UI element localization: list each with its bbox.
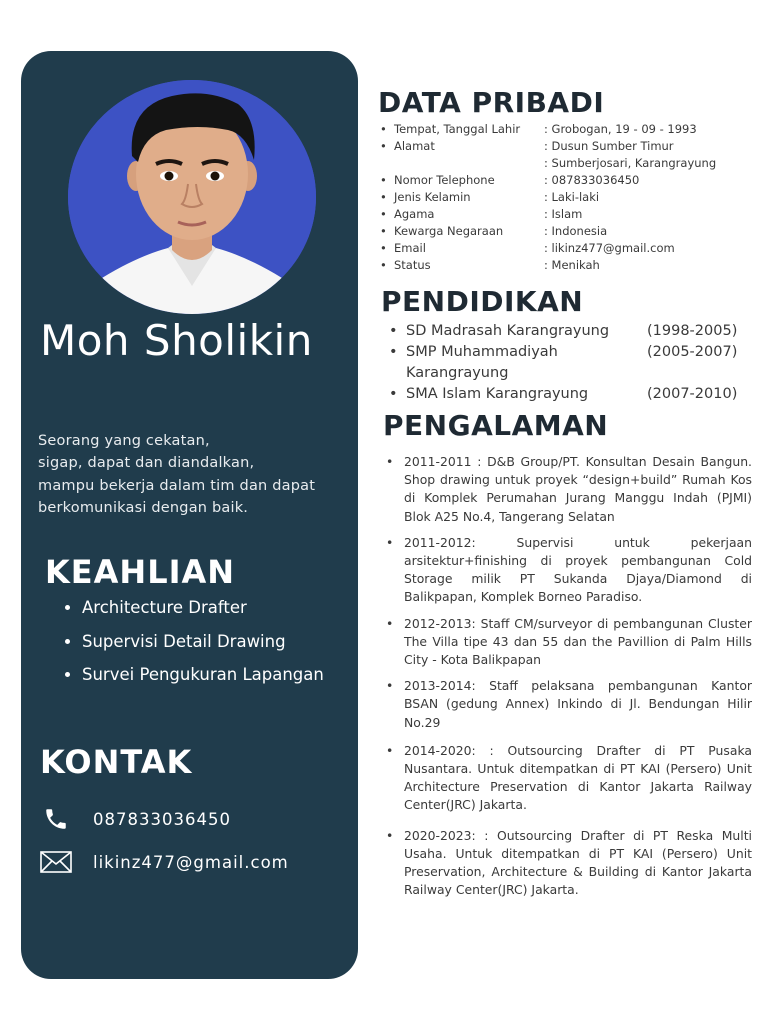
experience-heading: PENGALAMAN — [383, 409, 609, 442]
personal-row: : Sumberjosari, Karangrayung — [544, 156, 717, 170]
education-item: • SD Madrasah Karangrayung (1998-2005) — [389, 323, 738, 339]
education-heading: PENDIDIKAN — [381, 285, 584, 318]
contact-phone — [38, 805, 231, 833]
summary-line: berkomunikasi dengan baik. — [38, 500, 249, 517]
experience-item: • 2014-2020: : Outsourcing Drafter di PT Pusaka Nusantara. Untuk ditempatkan di PT KAI (Persero) Unit Architecture Preservation di Kantor Jakarta Railway Center(JRC) Jakarta. — [386, 742, 752, 813]
personal-row: • Nomor Telephone : 087833036450 — [380, 173, 640, 187]
personal-data-heading: DATA PRIBADI — [378, 86, 605, 119]
experience-list — [386, 453, 752, 899]
skill-item: • Survei Pengukuran Lapangan — [82, 663, 378, 697]
email-address[interactable]: likinz477@gmail.com — [93, 852, 289, 872]
contact-email — [38, 848, 289, 876]
personal-row: • Alamat : Dusun Sumber Timur — [380, 139, 674, 153]
phone-number[interactable]: 087833036450 — [93, 809, 231, 829]
skill-item: • Supervisi Detail Drawing — [82, 630, 378, 664]
personal-row: • Agama : Islam — [380, 207, 583, 221]
phone-icon — [38, 805, 74, 833]
skills-list — [62, 596, 378, 697]
summary-line: mampu bekerja dalam tim dan dapat — [38, 477, 316, 494]
experience-item: • 2020-2023: : Outsourcing Drafter di PT Reska Multi Usaha. Untuk ditempatkan di PT KAI (Persero) Unit Preservation, Architecture & Building di Kantor Jakarta Railway Center(JRC) Jakarta. — [386, 827, 752, 898]
personal-row: • Kewarga Negaraan : Indonesia — [380, 224, 608, 238]
profile-name: Moh Sholikin — [40, 316, 313, 365]
experience-item: • 2011-2011 : D&B Group/PT. Konsultan Desain Bangun. Shop drawing untuk proyek “design+build” Rumah Kos di Komplek Perumahan Jurang Manggu Indah (PJMI) Blok A25 No.4, Tangerang Selatan — [386, 454, 752, 524]
skills-heading: KEAHLIAN — [45, 553, 236, 591]
education-list — [389, 321, 761, 405]
summary-line: sigap, dapat dan diandalkan, — [38, 455, 255, 472]
personal-row: • Tempat, Tanggal Lahir : Grobogan, 19 - 09 - 1993 — [380, 122, 697, 136]
personal-data-list — [380, 121, 752, 274]
personal-row: • Jenis Kelamin : Laki-laki — [380, 190, 600, 204]
education-item: • SMP Muhammadiyah Karangrayung (2005-2007) — [389, 344, 738, 381]
skill-item: • Architecture Drafter — [82, 596, 378, 630]
personal-row: • Status : Menikah — [380, 258, 600, 272]
experience-item: • 2012-2013: Staff CM/surveyor di pembangunan Cluster The Villa tipe 43 dan 55 dan the Pavillion di Palm Hills City - Kota Balikpapan — [386, 615, 752, 668]
personal-row: • Email : likinz477@gmail.com — [380, 241, 675, 255]
experience-item: • 2011-2012: Supervisi untuk pekerjaan arsitektur+finishing di proyek pembangunan Cold Storage milik PT Sukanda Djaya/Diamond di Balikpapan, Komplek Borneo Paradiso. — [386, 534, 752, 605]
envelope-icon — [38, 848, 74, 876]
experience-item: • 2013-2014: Staff pelaksana pembangunan Kantor BSAN (gedung Annex) Inkindo di Jl. Bendungan Hilir No.29 — [386, 678, 752, 730]
summary-line: Seorang yang cekatan, — [38, 433, 210, 449]
profile-photo — [68, 80, 316, 314]
contact-heading: KONTAK — [40, 743, 193, 781]
profile-summary — [38, 430, 348, 520]
education-item: • SMA Islam Karangrayung (2007-2010) — [389, 386, 738, 402]
